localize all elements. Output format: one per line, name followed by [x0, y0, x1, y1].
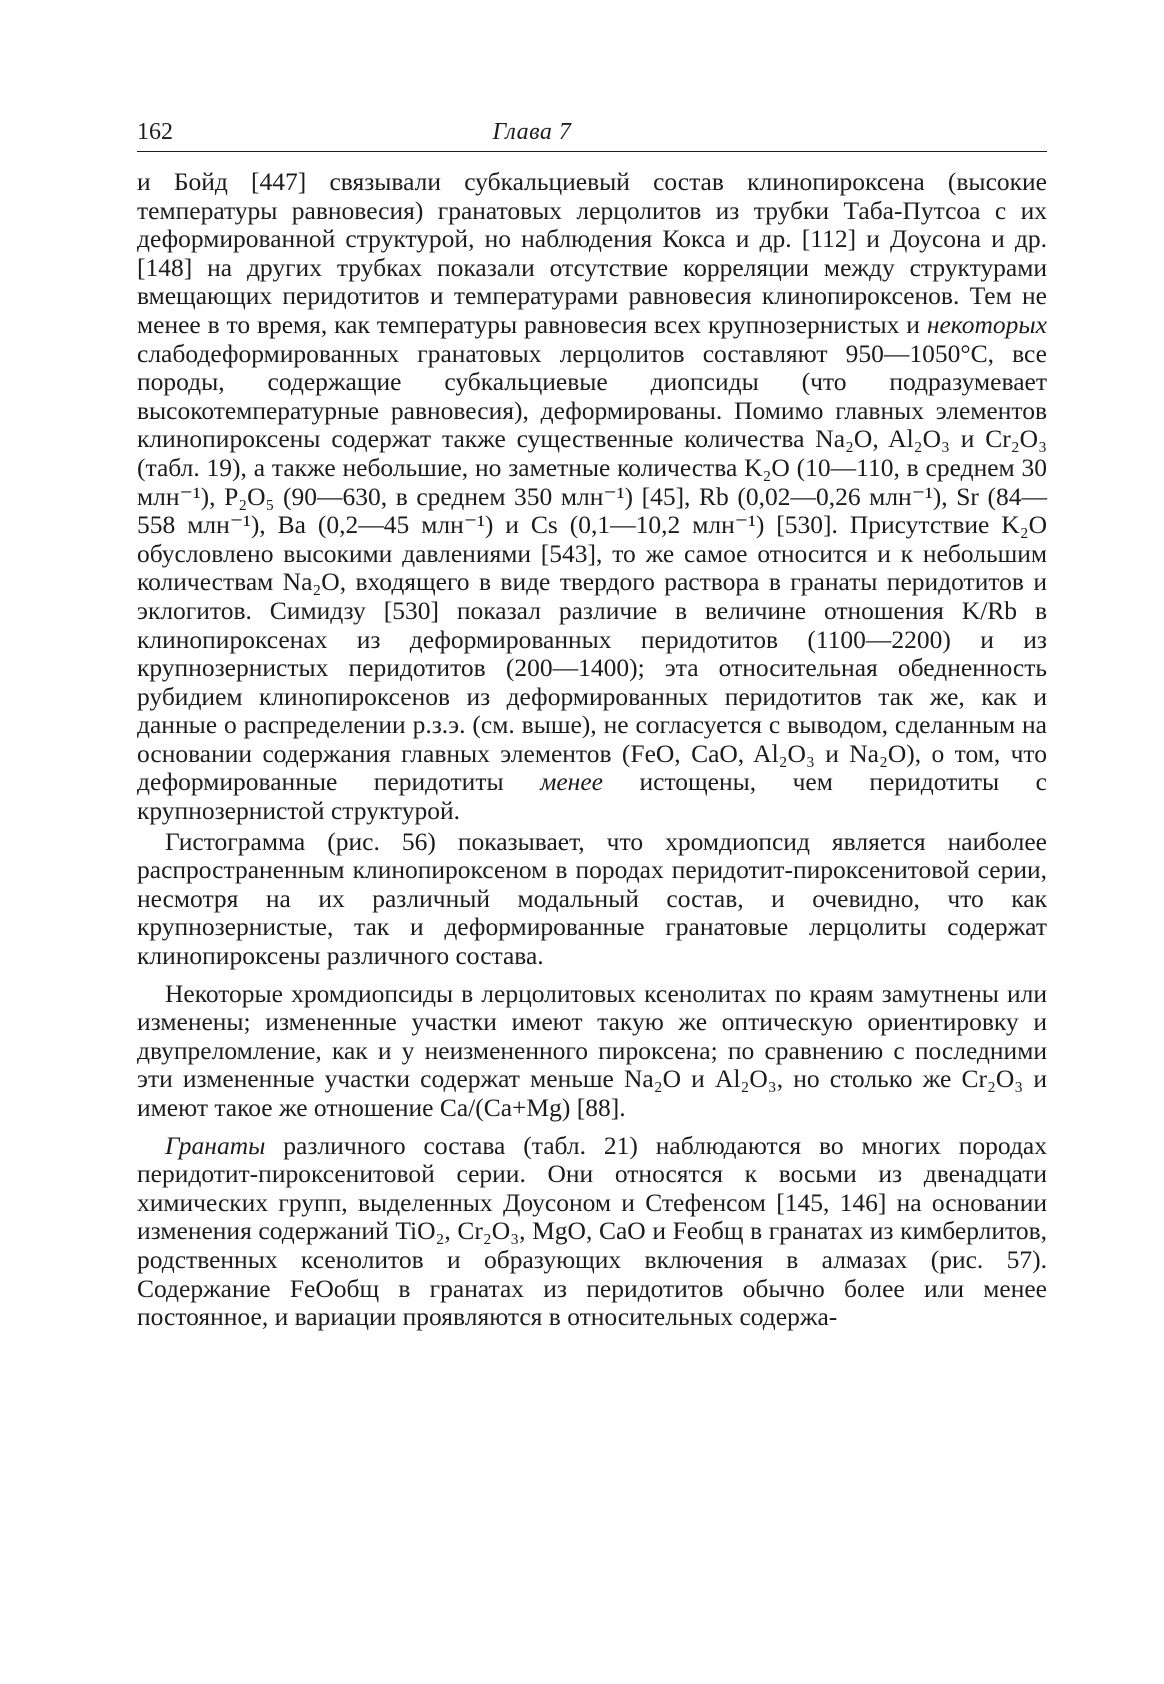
- paragraph: [137, 828, 1047, 971]
- italic-text: менее: [540, 767, 603, 797]
- paragraph: [137, 980, 1047, 1123]
- page-header: [137, 112, 1047, 152]
- text-segment: различного состава (табл. 21) наблюдаются во многих породах перидотит-пироксенитовой серии. Они относятся к восьми из двенадцати химических групп, выделенных Доусоном и Стефенсом [145, 146] на основании изменения содержаний TiO₂, Cr₂O₃, MgO, CaO и Feобщ в гранатах из кимберлитов, родственных ксенолитов и образующих включения в алмазах (рис. 57). Содержание FeOобщ в гранатах из перидотитов обычно более или менее постоянное, и вариации проявляются в относительных содержа-: [137, 1130, 1047, 1332]
- running-head: Глава 7: [492, 119, 572, 145]
- italic-text: Гранаты: [165, 1130, 266, 1160]
- text-segment: истощены, чем перидотиты с крупнозернистой структурой.: [137, 767, 1047, 826]
- text-segment: Гистограмма (рис. 56) показывает, что хромдиопсид является наиболее распространенным клинопироксеном в породах перидотит-пироксенитовой серии, несмотря на их различный модальный состав, и очевидно, что как крупнозернистые, так и деформированные гранатовые лерцолиты содержат клинопироксены различного состава.: [137, 826, 1047, 971]
- page-number: 162: [137, 119, 173, 145]
- italic-text: некоторых: [926, 309, 1047, 339]
- text-segment: Некоторые хромдиопсиды в лерцолитовых ксенолитах по краям замутнены или изменены; измененные участки имеют такую же оптическую ориентировку и двупреломление, как и у неизмененного пироксена; по сравнению с последними эти измененные участки содержат меньше Na₂O и Al₂O₃, но столько же Cr₂O₃ и имеют такое же отношение Ca/(Ca+Mg) [88].: [137, 978, 1047, 1122]
- header-rule: [137, 151, 1047, 152]
- paragraph: [137, 1132, 1047, 1332]
- paragraph: [137, 168, 1047, 826]
- text-segment: и Бойд [447] связывали субкальциевый состав клинопироксена (высокие температуры равновесия) гранатовых лерцолитов из трубки Таба-Путсоа с их деформированной структурой, но наблюдения Кокса и др. [112] и Доусона и др. [148] на других трубках показали отсутствие корреляции между структурами вмещающих перидотитов и температурами равновесия клинопироксенов. Тем не менее в то время, как температуры равновесия всех крупнозернистых и: [137, 167, 1047, 339]
- text-segment: слабодеформированных гранатовых лерцолитов составляют 950—1050°С, все породы, содержащие субкальциевые диопсиды (что подразумевает высокотемпературные равновесия), деформированы. Помимо главных элементов клинопироксены содержат также существенные количества Na₂O, Al₂O₃ и Cr₂O₃ (табл. 19), а также небольшие, но заметные количества K₂O (10—110, в среднем 30 млн⁻¹), P₂O₅ (90—630, в среднем 350 млн⁻¹) [45], Rb (0,02—0,26 млн⁻¹), Sr (84—558 млн⁻¹), Ba (0,2—45 млн⁻¹) и Cs (0,1—10,2 млн⁻¹) [530]. Присутствие K₂O обусловлено высокими давлениями [543], то же самое относится и к небольшим количествам Na₂O, входящего в виде твердого раствора в гранаты перидотитов и эклогитов. Симидзу [530] показал различие в величине отношения K/Rb в клинопироксенах из деформированных перидотитов (1100—2200) и из крупнозернистых перидотитов (200—1400); эта относительная обедненность рубидием клинопироксенов из деформированных перидотитов так же, как и данные о распределении р.з.э. (см. выше), не согласуется с выводом, сделанным на основании содержания главных элементов (FeO, CaO, Al₂O₃ и Na₂O), о том, что деформированные перидотиты: [137, 338, 1047, 797]
- body-text: [137, 168, 1047, 1332]
